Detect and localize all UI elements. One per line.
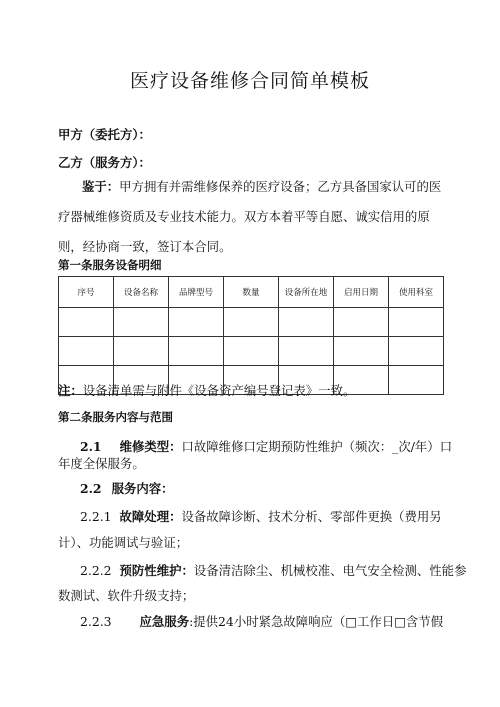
table-cell: [334, 308, 389, 337]
section-label: 应急服务: [139, 614, 190, 629]
section-2-2-3-line: [80, 612, 443, 630]
section-number: 2.1: [80, 439, 102, 454]
section-2-2-1-line2: 计）、功能调试与验证；: [58, 535, 189, 550]
section-number: 2.2.2: [80, 563, 112, 578]
section-2-2-2-line2: 数测试、软件升级支持；: [58, 588, 195, 603]
table-cell: [389, 366, 444, 395]
column-header: 设备所在地: [279, 277, 334, 308]
table-cell: [169, 337, 224, 366]
section-number: 2.2.1: [80, 509, 112, 524]
note-label: 注：: [58, 383, 83, 398]
table-cell: [114, 308, 169, 337]
section-text: 设备清洁除尘、机械校准、电气安全检测、性能参: [193, 563, 467, 578]
section-text: :提供24小时紧急故障响应（□工作日□含节假: [189, 614, 444, 629]
whereas-text: 甲方拥有并需维修保养的医疗设备；乙方具备国家认可的医疗器械维修资质及专业技术能力。双方本着平等自愿、诚实信用的原则，经协商一致，签订本合同。: [58, 179, 442, 254]
table-row: [59, 337, 444, 366]
section-number: 2.2: [80, 481, 102, 496]
column-header: 启用日期: [334, 277, 389, 308]
column-header: 使用科室: [389, 277, 444, 308]
section-label: 故障处理：: [119, 509, 182, 524]
table-cell: [114, 337, 169, 366]
section-text: 口故障维修口定期预防性维护（频次：_次/年）口: [181, 439, 453, 454]
table-cell: [389, 337, 444, 366]
table-row: [59, 308, 444, 337]
table-cell: [389, 308, 444, 337]
column-header: 数量: [224, 277, 279, 308]
article1-note: [58, 381, 355, 399]
table-header-row: [59, 277, 444, 308]
article1-heading: 第一条服务设备明细: [58, 258, 162, 272]
column-header: 品牌型号: [169, 277, 224, 308]
table-cell: [224, 308, 279, 337]
document-title: 医疗设备维修合同简单模板: [129, 70, 370, 92]
section-2-2-line: [80, 479, 174, 497]
column-header: 设备名称: [114, 277, 169, 308]
section-label: 维修类型：: [119, 439, 182, 454]
section-label: 预防性维护：: [119, 563, 194, 578]
section-number: 2.2.3: [80, 614, 112, 629]
section-2-1-line2: 年度全保服务。: [58, 456, 145, 471]
equipment-table: [58, 276, 444, 395]
whereas-paragraph: [58, 172, 446, 262]
party-b-line: 乙方（服务方）：: [58, 155, 151, 170]
table-cell: [59, 337, 114, 366]
table-cell: [59, 308, 114, 337]
section-label: 服务内容：: [111, 481, 174, 496]
note-text: 设备清单需与附件《设备资产编号登记表》一致。: [82, 383, 356, 398]
table-cell: [279, 337, 334, 366]
column-header: 序号: [59, 277, 114, 308]
table-cell: [224, 337, 279, 366]
table-cell: [279, 308, 334, 337]
table-cell: [334, 337, 389, 366]
section-text: 设备故障诊断、技术分析、零部件更换（费用另: [181, 509, 442, 524]
section-2-1-line1: [80, 437, 452, 455]
party-a-line: 甲方（委托方）：: [58, 127, 151, 142]
section-2-2-1-line1: [80, 507, 442, 525]
whereas-label: 鉴于：: [82, 179, 120, 194]
table-cell: [169, 308, 224, 337]
article2-heading: 第二条服务内容与范围: [58, 410, 173, 424]
section-2-2-2-line1: [80, 561, 466, 579]
